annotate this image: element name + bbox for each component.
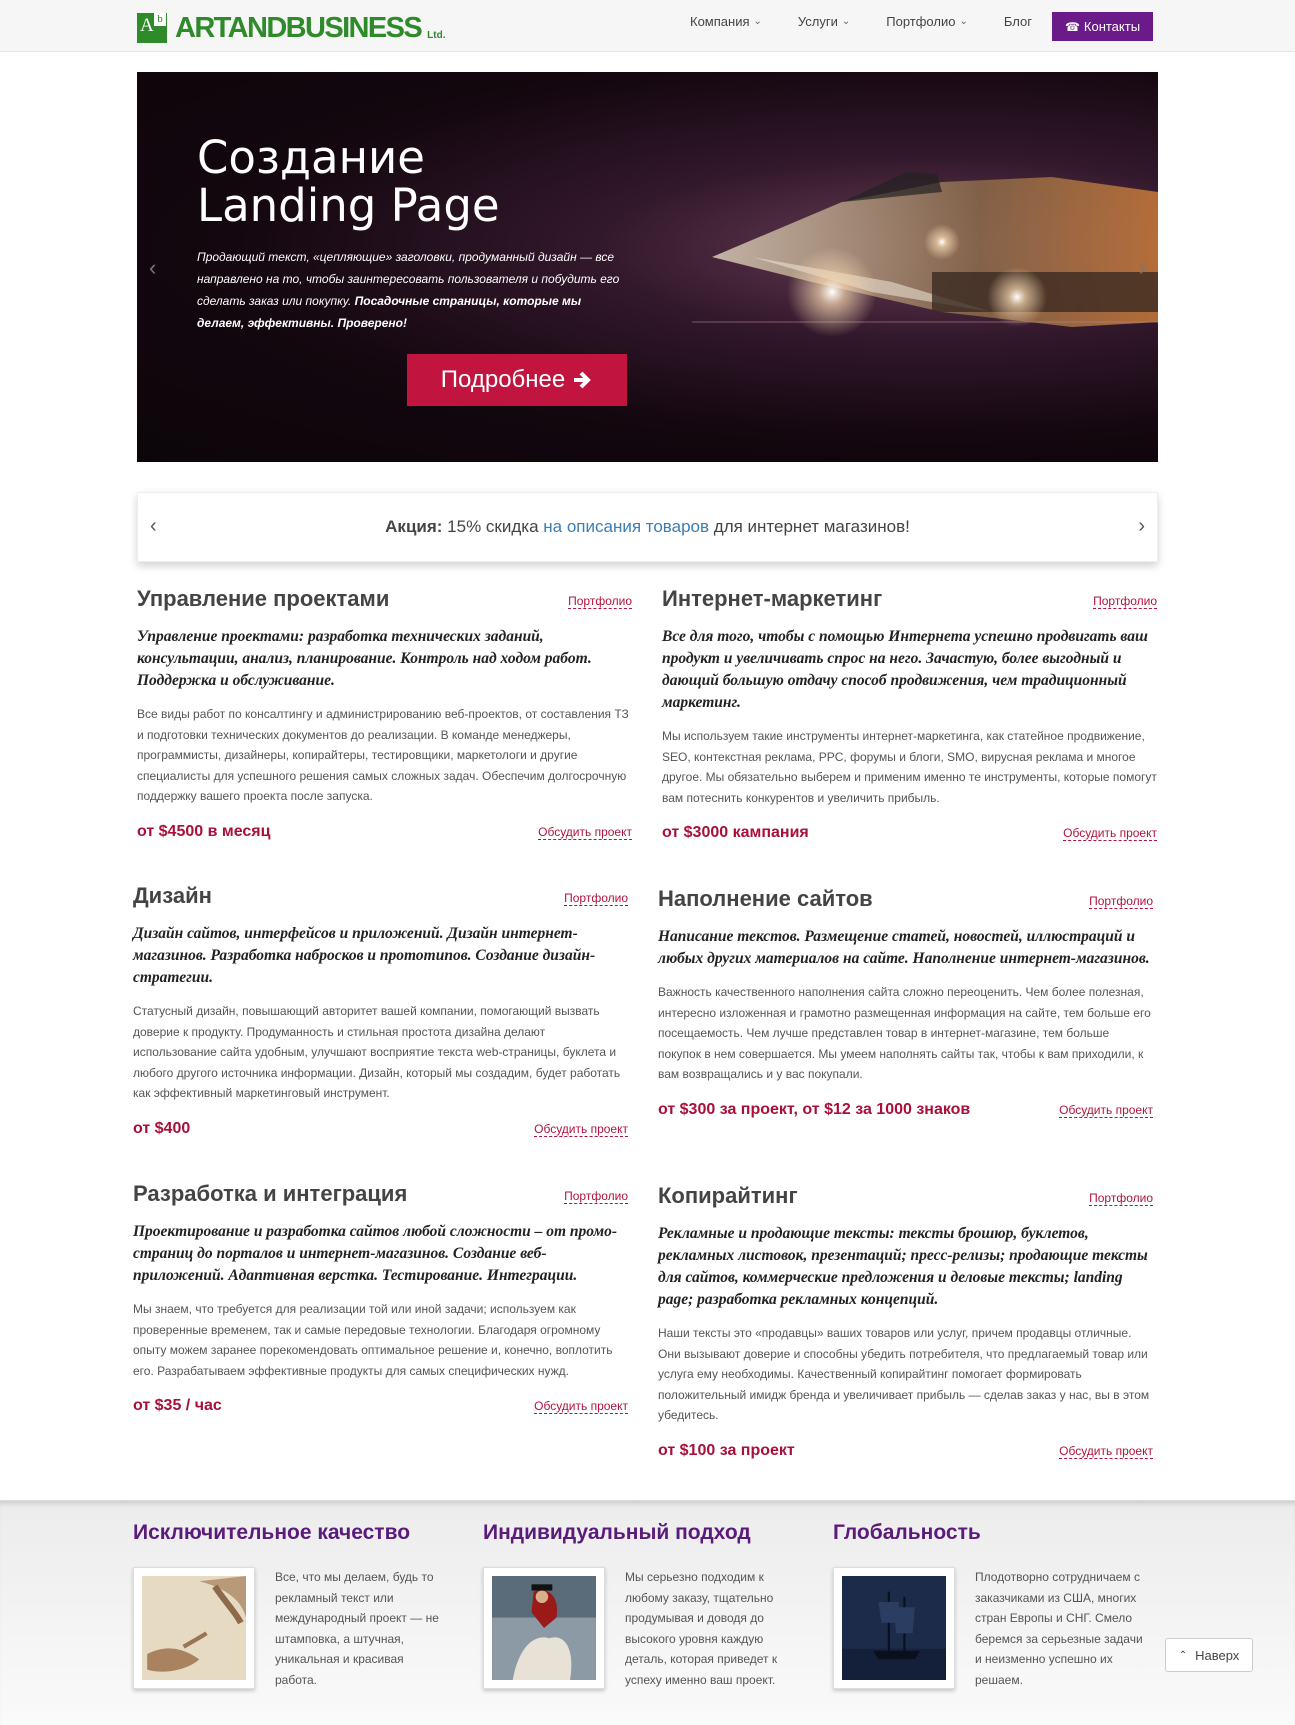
nav-item-blog[interactable] — [1004, 14, 1032, 29]
logo-mark-b: b — [154, 13, 166, 26]
service-body: Важность качественного наполнения сайта сложно переоценить. Чем более полезная, интересно изложенная и грамотно размещенная информация на сайте, тем больше его посещаемость. Чем лучше представлен товар в интернет-магазине, тем больше покупок в нем совершается. Мы умеем наполнять сайты так, чтобы к вам приходили, к вам возвращались и у вас покупали. — [658, 985, 1151, 1081]
service-card — [662, 586, 1157, 848]
feature-quality — [133, 1521, 473, 1687]
chevron-left-icon[interactable]: ‹ — [150, 515, 157, 537]
hero-title-line2: Landing Page — [197, 179, 500, 232]
phone-icon: ☎ — [1064, 19, 1080, 34]
service-title: Интернет-маркетинг — [662, 586, 883, 611]
feature-individual — [483, 1521, 823, 1687]
feature-image — [833, 1567, 955, 1689]
promo-bold: Акция: — [385, 517, 443, 536]
portfolio-link[interactable]: Портфолио — [564, 1189, 628, 1203]
feature-image — [133, 1567, 255, 1689]
hero-slider — [137, 72, 1158, 462]
hero-text-regular: Продающий текст, «цепляющие» заголовки, продуманный дизайн — все направлено на то, чтобы заинтересовать пользователя и побудить его сделать заказ или покупку. — [197, 250, 620, 308]
airplane-image — [692, 162, 1158, 442]
service-price: от $4500 в месяц — [137, 822, 271, 840]
service-header — [658, 1183, 1153, 1213]
service-footer — [658, 1442, 1153, 1466]
service-card — [133, 883, 628, 1144]
logo-mark — [137, 13, 167, 43]
service-title: Дизайн — [133, 883, 212, 908]
service-footer — [133, 1397, 628, 1421]
nav-label: Компания — [690, 14, 750, 29]
logo-text: ARTANDBUSINESS — [175, 12, 422, 44]
service-body: Мы используем такие инструменты интернет-маркетинга, как статейное продвижение, SEO, контекстная реклама, PPC, форумы и блоги, SMO, вирусная реклама и многое другое. Мы обязательно выберем и применим именно те инструменты, которые помогут вам потеснить конкурентов и увеличить прибыль. — [662, 729, 1157, 805]
nav-item-portfolio[interactable] — [886, 14, 968, 29]
feature-title: Индивидуальный подход — [483, 1521, 751, 1544]
chevron-up-icon: ⌃ — [1178, 1649, 1188, 1661]
service-title: Копирайтинг — [658, 1183, 798, 1208]
hero-text — [197, 246, 627, 334]
feature-title: Исключительное качество — [133, 1521, 411, 1544]
nav-label: Портфолио — [886, 14, 956, 29]
portfolio-link[interactable]: Портфолио — [1089, 1191, 1153, 1205]
service-footer — [137, 823, 632, 847]
service-footer — [662, 824, 1157, 848]
service-header — [658, 886, 1153, 916]
feature-image — [483, 1567, 605, 1689]
portfolio-link[interactable]: Портфолио — [564, 891, 628, 905]
promo-text-1: 15% скидка — [442, 517, 544, 536]
service-header — [137, 586, 632, 616]
logo[interactable] — [137, 12, 445, 44]
service-footer — [658, 1101, 1153, 1125]
service-price: от $300 за проект, от $12 за 1000 знаков — [658, 1100, 971, 1118]
service-price: от $35 / час — [133, 1397, 222, 1414]
nav-item-company[interactable] — [690, 14, 762, 29]
portfolio-link[interactable]: Портфолио — [1093, 594, 1157, 608]
service-card — [137, 586, 632, 847]
service-card — [658, 1183, 1153, 1466]
chevron-right-icon[interactable]: › — [1138, 255, 1146, 280]
service-title: Наполнение сайтов — [658, 886, 873, 911]
service-header — [133, 883, 628, 913]
contacts-button[interactable] — [1052, 12, 1153, 41]
chevron-left-icon[interactable]: ‹ — [149, 255, 157, 280]
chevron-down-icon: ⌄ — [753, 16, 762, 27]
discuss-project-link[interactable]: Обсудить проект — [538, 824, 632, 839]
discuss-project-link[interactable]: Обсудить проект — [1059, 1102, 1153, 1117]
service-body: Все виды работ по консалтингу и администрированию веб-проектов, от составления ТЗ и подготовки технических документов до реализации. В команде менеджеры, программисты, дизайнеры, копирайтеры, тестировщики, маркетологи и другие специалисты для успешного решения самых сложных задач. Обеспечим долгосрочную поддержку вашего проекта после запуска. — [137, 707, 629, 803]
nav-label: Блог — [1003, 14, 1032, 29]
feature-title: Глобальность — [833, 1521, 981, 1544]
service-lead: Рекламные и продающие тексты: тексты брошюр, буклетов, рекламных листовок, презентаций; пресс-релизы; продающие тексты для сайтов, коммерческие предложения и деловые тексты; landing page; разработка рекламных концепций. — [658, 1225, 1148, 1308]
discuss-project-link[interactable]: Обсудить проект — [1059, 1443, 1153, 1458]
feature-text: Мы серьезно подходим к любому заказу, тщательно продумывая и доводя до высокого уровня каждую деталь, которая приведет к успеху именно ваш проект. — [625, 1570, 778, 1687]
service-lead: Все для того, чтобы с помощью Интернета успешно продвигать ваш продукт и увеличивать спрос на него. Зачастую, более выгодный и дающий большую отдачу способ продвижения, чем традиционный маркетинг. — [662, 628, 1148, 711]
promo-text-2: для интернет магазинов! — [709, 517, 910, 536]
promo-text — [385, 517, 910, 537]
service-footer — [133, 1120, 628, 1144]
service-header — [133, 1181, 628, 1211]
nav-item-services[interactable] — [798, 14, 850, 29]
service-card — [133, 1181, 628, 1421]
feature-text: Все, что мы делаем, будь то рекламный текст или международный проект — не штамповка, а штучная, уникальная и красивая работа. — [275, 1570, 439, 1687]
arrow-right-icon — [571, 369, 593, 391]
more-button-label: Подробнее — [440, 366, 566, 393]
main-nav — [690, 14, 1068, 29]
hero-title-line1: Создание — [197, 131, 425, 184]
site-header — [0, 0, 1295, 52]
service-card — [658, 886, 1153, 1125]
features-section — [0, 1500, 1295, 1725]
logo-mark-a: A — [140, 15, 154, 36]
chevron-down-icon: ⌄ — [841, 16, 851, 27]
service-title: Разработка и интеграция — [133, 1181, 408, 1206]
more-button[interactable] — [407, 354, 627, 406]
service-lead: Дизайн сайтов, интерфейсов и приложений. Дизайн интернет-магазинов. Разработка набросков и прототипов. Создание дизайн-стратегии. — [133, 925, 596, 986]
chevron-right-icon[interactable]: › — [1138, 515, 1145, 537]
nav-label: Услуги — [797, 14, 838, 29]
chevron-down-icon: ⌄ — [959, 16, 968, 27]
service-lead: Проектирование и разработка сайтов любой сложности – от промо-страниц до порталов и интернет-магазинов. Создание веб-приложений. Адаптивная верстка. Тестирование. Интеграции. — [133, 1223, 617, 1284]
creation-of-adam-image — [142, 1576, 246, 1680]
hero-title — [197, 131, 500, 232]
service-lead: Управление проектами: разработка технических заданий, консультации, анализ, планирование. Контроль над ходом работ. Поддержка и обслуживание. — [137, 628, 592, 689]
service-body: Статусный дизайн, повышающий авторитет вашей компании, помогающий вызвать доверие к продукту. Продуманность и стильная простота дизайна делают использование сайта удобным, улучшают восприятие текста web-страницы, буклета и любого другого источника информации. Дизайн, который мы создадим, будет работать как эффективный маркетинговый инструмент. — [133, 1004, 621, 1100]
service-price: от $400 — [133, 1119, 191, 1137]
napoleon-painting-image — [492, 1576, 596, 1680]
discuss-project-link[interactable]: Обсудить проект — [534, 1399, 628, 1413]
promo-banner — [137, 492, 1158, 562]
contacts-label: Контакты — [1083, 19, 1141, 34]
discuss-project-link[interactable]: Обсудить проект — [1063, 826, 1157, 840]
promo-link[interactable]: на описания товаров — [543, 517, 710, 536]
feature-global — [833, 1521, 1173, 1687]
discuss-project-link[interactable]: Обсудить проект — [534, 1121, 628, 1136]
service-header — [662, 586, 1157, 616]
service-title: Управление проектами — [137, 586, 390, 611]
logo-ltd: Ltd. — [427, 29, 446, 41]
sailing-ship-image — [842, 1576, 946, 1680]
service-body: Наши тексты это «продавцы» ваших товаров или услуг, причем продавцы отличные. Они вызывают доверие и способны убедить потребителя, что предлагаемый товар или услуга ему необходимы. Качественный копирайтинг помогает формировать положительный имидж бренда и увеличивает прибыль — сделав заказ у нас, вы в этом убедитесь. — [658, 1326, 1150, 1422]
service-price: от $100 за проект — [658, 1441, 795, 1459]
service-lead: Написание текстов. Размещение статей, новостей, иллюстраций и любых других материалов на сайте. Наполнение интернет-магазинов. — [658, 928, 1150, 967]
back-to-top-button[interactable] — [1165, 1638, 1253, 1672]
service-body: Мы знаем, что требуется для реализации той или иной задачи; используем как проверенные временем, так и самые передовые технологии. Благодаря огромному опыту можем заранее порекомендовать оптимальное решение и, конечно, воплотить его. Разрабатываем эффективные продукты для самых специфических нужд. — [133, 1302, 613, 1378]
back-to-top-label: Наверх — [1195, 1647, 1240, 1663]
portfolio-link[interactable]: Портфолио — [568, 594, 632, 608]
hero-text-bold: Посадочные страницы, которые мы делаем, эффективны. Проверено! — [197, 294, 582, 330]
feature-text: Плодотворно сотрудничаем с заказчиками из США, многих стран Европы и СНГ. Смело беремся за серьезные задачи и неизменно успешно их решаем. — [975, 1570, 1143, 1687]
portfolio-link[interactable]: Портфолио — [1089, 894, 1153, 908]
service-price: от $3000 кампания — [662, 824, 809, 841]
